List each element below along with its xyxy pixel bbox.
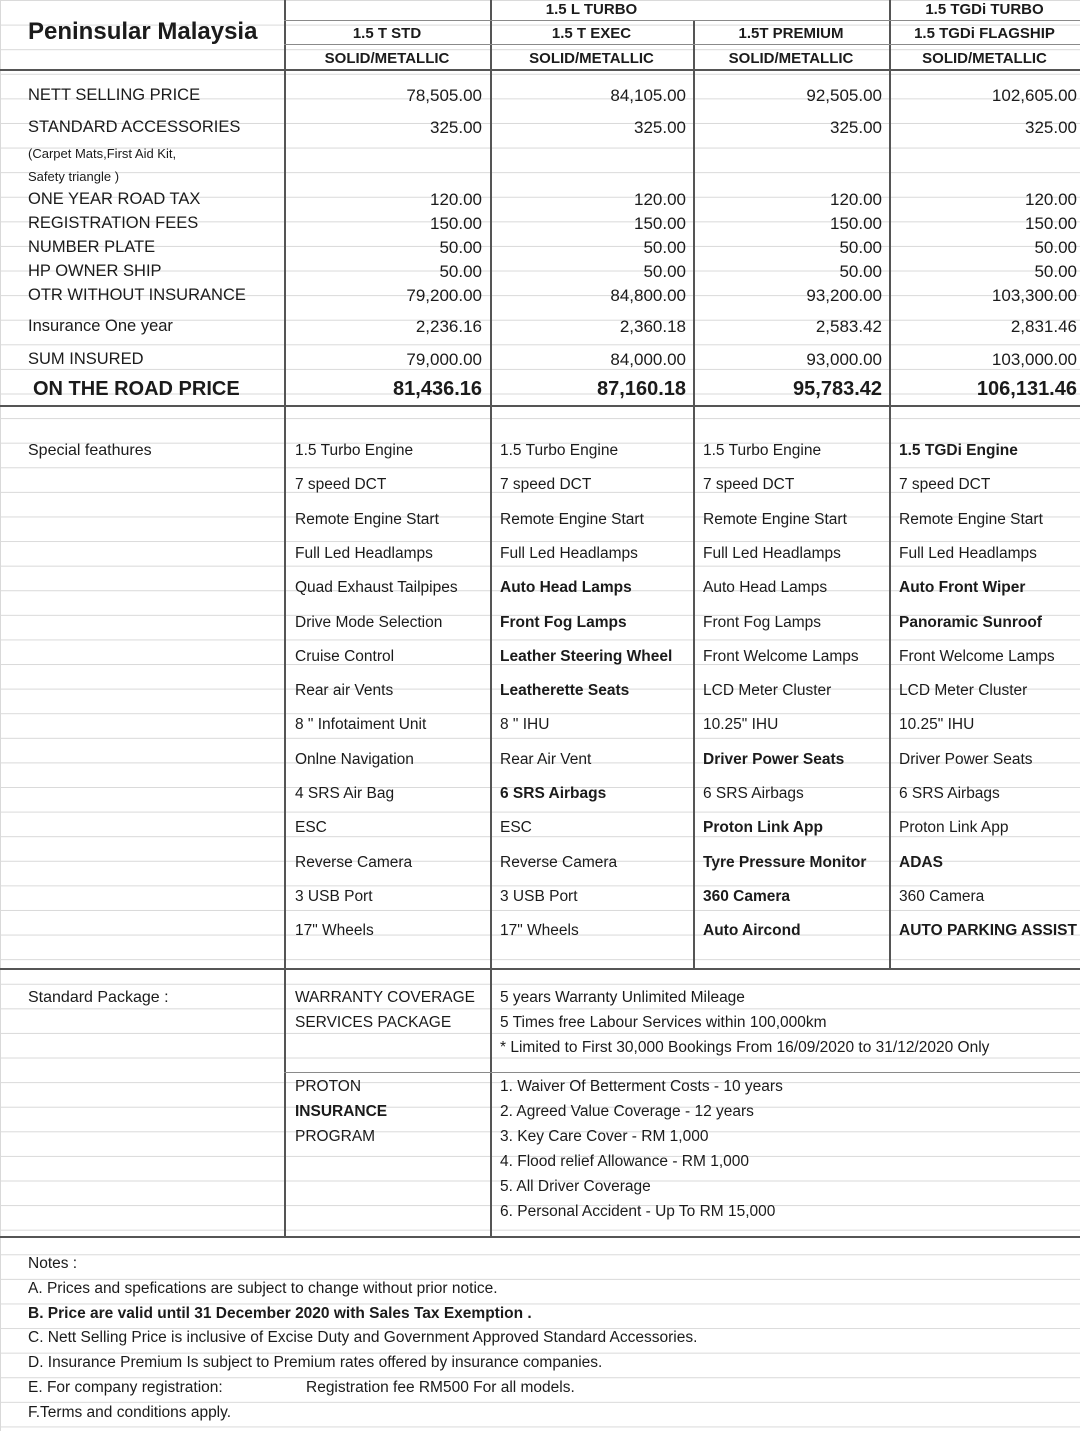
price-label: NUMBER PLATE	[28, 238, 156, 256]
package-detail: 5 Times free Labour Services within 100,000km	[500, 1014, 827, 1031]
note-item: Registration fee RM500 For all models.	[306, 1379, 575, 1396]
feature-item: Front Welcome Lamps	[703, 647, 859, 665]
feature-item: Proton Link App	[899, 819, 1009, 837]
package-detail: * Limited to First 30,000 Bookings From 16/09/2020 to 31/12/2020 Only	[500, 1039, 990, 1056]
price-value: 93,000.00	[806, 350, 882, 369]
price-value: 2,360.18	[619, 317, 686, 336]
insurance-item: 3. Key Care Cover - RM 1,000	[500, 1128, 709, 1145]
price-value: 150.00	[430, 214, 482, 233]
feature-item: 6 SRS Airbags	[500, 785, 607, 802]
feature-item: Leatherette Seats	[500, 682, 630, 700]
row-divider	[0, 69, 1080, 71]
insurance-item: 4. Flood relief Allowance - RM 1,000	[500, 1153, 749, 1170]
feature-item: 1.5 Turbo Engine	[703, 442, 822, 459]
column-divider	[284, 0, 286, 1238]
package-item: SERVICES PACKAGE	[295, 1014, 452, 1031]
feature-item: ESC	[295, 819, 327, 837]
price-label: Insurance One year	[28, 317, 173, 335]
paint-type: SOLID/METALLIC	[529, 50, 654, 67]
otr-price-value: 87,160.18	[597, 378, 686, 400]
feature-item: Driver Power Seats	[899, 750, 1033, 768]
feature-item: 7 speed DCT	[295, 476, 387, 494]
feature-item: 1.5 TGDi Engine	[899, 442, 1018, 459]
accessories-note: (Carpet Mats,First Aid Kit,	[28, 146, 177, 161]
feature-item: Full Led Headlamps	[295, 544, 433, 562]
insurance-item: 5. All Driver Coverage	[500, 1178, 651, 1195]
otr-price-label: ON THE ROAD PRICE	[33, 378, 240, 400]
row-divider	[0, 1236, 1080, 1238]
notes-heading: Notes :	[28, 1255, 78, 1272]
price-value: 50.00	[1034, 238, 1077, 257]
price-label: SUM INSURED	[28, 350, 144, 368]
feature-item: 4 SRS Air Bag	[295, 785, 395, 802]
feature-item: LCD Meter Cluster	[899, 682, 1028, 700]
feature-item: ESC	[500, 819, 532, 837]
feature-item: Remote Engine Start	[500, 510, 644, 528]
price-value: 84,105.00	[610, 86, 686, 105]
price-value: 79,200.00	[406, 286, 482, 305]
insurance-label: PROGRAM	[295, 1128, 376, 1145]
feature-item: 17" Wheels	[500, 922, 579, 940]
feature-item: LCD Meter Cluster	[703, 682, 832, 700]
feature-item: 3 USB Port	[500, 887, 578, 905]
feature-item: Remote Engine Start	[703, 510, 847, 528]
insurance-item: 2. Agreed Value Coverage - 12 years	[500, 1103, 754, 1120]
price-value: 84,000.00	[610, 350, 686, 369]
feature-item: Drive Mode Selection	[295, 613, 443, 631]
feature-item: Quad Exhaust Tailpipes	[295, 579, 458, 597]
price-value: 2,583.42	[815, 317, 882, 336]
price-value: 120.00	[1025, 190, 1077, 209]
row-divider	[284, 44, 1080, 45]
feature-item: 7 speed DCT	[500, 476, 592, 494]
feature-item: 7 speed DCT	[899, 476, 991, 494]
page-title: Peninsular Malaysia	[28, 18, 258, 45]
price-value: 50.00	[839, 238, 882, 257]
model-name: 1.5 TGDi FLAGSHIP	[914, 25, 1055, 42]
feature-item: Rear Air Vent	[500, 750, 592, 768]
price-value: 2,831.46	[1010, 317, 1077, 336]
feature-item: Remote Engine Start	[295, 510, 439, 528]
package-item: WARRANTY COVERAGE	[295, 989, 475, 1006]
feature-item: AUTO PARKING ASSIST	[899, 922, 1077, 940]
feature-item: 8 " IHU	[500, 716, 550, 734]
price-label: HP OWNER SHIP	[28, 262, 162, 280]
price-label: REGISTRATION FEES	[28, 214, 199, 232]
insurance-label: PROTON	[295, 1078, 362, 1095]
price-value: 150.00	[830, 214, 882, 233]
price-value: 102,605.00	[991, 86, 1077, 105]
price-value: 50.00	[839, 262, 882, 281]
price-label: STANDARD ACCESSORIES	[28, 118, 241, 136]
package-detail: 5 years Warranty Unlimited Mileage	[500, 989, 745, 1006]
feature-item: 360 Camera	[703, 887, 791, 905]
column-divider	[889, 0, 891, 970]
feature-item: Reverse Camera	[500, 853, 618, 871]
feature-item: Cruise Control	[295, 647, 395, 665]
feature-item: 3 USB Port	[295, 887, 373, 905]
note-item: D. Insurance Premium Is subject to Premium rates offered by insurance companies.	[28, 1354, 603, 1371]
note-item: F.Terms and conditions apply.	[28, 1404, 232, 1421]
features-label: Special feathures	[28, 442, 152, 459]
feature-item: Tyre Pressure Monitor	[703, 853, 867, 871]
feature-item: 10.25" IHU	[703, 716, 779, 734]
price-value: 120.00	[430, 190, 482, 209]
feature-item: 17" Wheels	[295, 922, 374, 940]
price-value: 84,800.00	[610, 286, 686, 305]
otr-price-value: 106,131.46	[976, 378, 1077, 400]
price-value: 325.00	[1025, 118, 1077, 137]
price-value: 50.00	[439, 262, 482, 281]
price-value: 103,300.00	[991, 286, 1077, 305]
feature-item: Front Fog Lamps	[703, 613, 822, 631]
feature-item: 10.25" IHU	[899, 716, 975, 734]
feature-item: Proton Link App	[703, 819, 823, 837]
model-name: 1.5T PREMIUM	[738, 25, 844, 42]
price-value: 50.00	[1034, 262, 1077, 281]
group-header: 1.5 L TURBO	[545, 1, 638, 18]
insurance-item: 6. Personal Accident - Up To RM 15,000	[500, 1203, 776, 1220]
feature-item: 7 speed DCT	[703, 476, 795, 494]
feature-item: Full Led Headlamps	[500, 544, 638, 562]
paint-type: SOLID/METALLIC	[728, 50, 854, 67]
group-header: 1.5 TGDi TURBO	[925, 1, 1044, 18]
feature-item: Front Welcome Lamps	[899, 647, 1055, 665]
package-label: Standard Package :	[28, 989, 169, 1006]
feature-item: Auto Front Wiper	[899, 579, 1026, 597]
price-value: 50.00	[643, 238, 686, 257]
feature-item: Panoramic Sunroof	[899, 613, 1042, 631]
feature-item: Auto Head Lamps	[703, 579, 828, 597]
feature-item: Driver Power Seats	[703, 750, 845, 768]
price-value: 93,200.00	[806, 286, 882, 305]
feature-item: 8 " Infotaiment Unit	[295, 716, 427, 734]
otr-price-value: 95,783.42	[793, 378, 882, 400]
feature-item: Rear air Vents	[295, 682, 394, 700]
feature-item: Full Led Headlamps	[703, 544, 841, 562]
column-divider	[693, 20, 695, 970]
price-value: 50.00	[643, 262, 686, 281]
feature-item: Full Led Headlamps	[899, 544, 1037, 562]
feature-item: Auto Head Lamps	[500, 579, 632, 597]
price-value: 50.00	[439, 238, 482, 257]
model-name: 1.5 T STD	[352, 25, 422, 42]
price-value: 2,236.16	[415, 317, 482, 336]
note-item: C. Nett Selling Price is inclusive of Excise Duty and Government Approved Standard Accessories.	[28, 1329, 698, 1346]
note-item: B. Price are valid until 31 December 2020 with Sales Tax Exemption .	[28, 1305, 532, 1322]
price-label: ONE YEAR ROAD TAX	[28, 190, 201, 208]
price-value: 325.00	[634, 118, 686, 137]
feature-item: Front Fog Lamps	[500, 613, 627, 631]
price-value: 78,505.00	[406, 86, 482, 105]
feature-item: Remote Engine Start	[899, 510, 1043, 528]
feature-item: 6 SRS Airbags	[899, 785, 1000, 802]
price-value: 150.00	[1025, 214, 1077, 233]
feature-item: 1.5 Turbo Engine	[500, 442, 619, 459]
insurance-item: 1. Waiver Of Betterment Costs - 10 years	[500, 1078, 783, 1095]
row-divider	[0, 405, 1080, 407]
otr-price-value: 81,436.16	[393, 378, 482, 400]
price-value: 325.00	[430, 118, 482, 137]
row-divider	[284, 20, 1080, 21]
row-divider	[284, 1072, 1080, 1073]
price-value: 79,000.00	[406, 350, 482, 369]
feature-item: Reverse Camera	[295, 853, 413, 871]
feature-item: 6 SRS Airbags	[703, 785, 804, 802]
accessories-note: Safety triangle )	[28, 169, 120, 184]
price-value: 92,505.00	[806, 86, 882, 105]
feature-item: ADAS	[899, 853, 943, 871]
price-value: 120.00	[830, 190, 882, 209]
paint-type: SOLID/METALLIC	[324, 50, 450, 67]
feature-item: 1.5 Turbo Engine	[295, 442, 414, 459]
column-divider	[490, 0, 492, 1238]
feature-item: Auto Aircond	[703, 922, 801, 940]
note-item: E. For company registration:	[28, 1379, 223, 1396]
price-value: 150.00	[634, 214, 686, 233]
price-value: 120.00	[634, 190, 686, 209]
price-value: 103,000.00	[991, 350, 1077, 369]
price-label: NETT SELLING PRICE	[28, 86, 201, 104]
feature-item: Onlne Navigation	[295, 750, 414, 768]
price-label: OTR WITHOUT INSURANCE	[28, 286, 246, 304]
paint-type: SOLID/METALLIC	[922, 50, 1047, 67]
insurance-label: INSURANCE	[295, 1103, 388, 1120]
model-name: 1.5 T EXEC	[551, 25, 632, 42]
feature-item: Leather Steering Wheel	[500, 647, 673, 665]
note-item: A. Prices and spefications are subject to change without prior notice.	[28, 1280, 498, 1297]
feature-item: 360 Camera	[899, 887, 985, 905]
price-value: 325.00	[830, 118, 882, 137]
row-divider	[0, 968, 1080, 970]
